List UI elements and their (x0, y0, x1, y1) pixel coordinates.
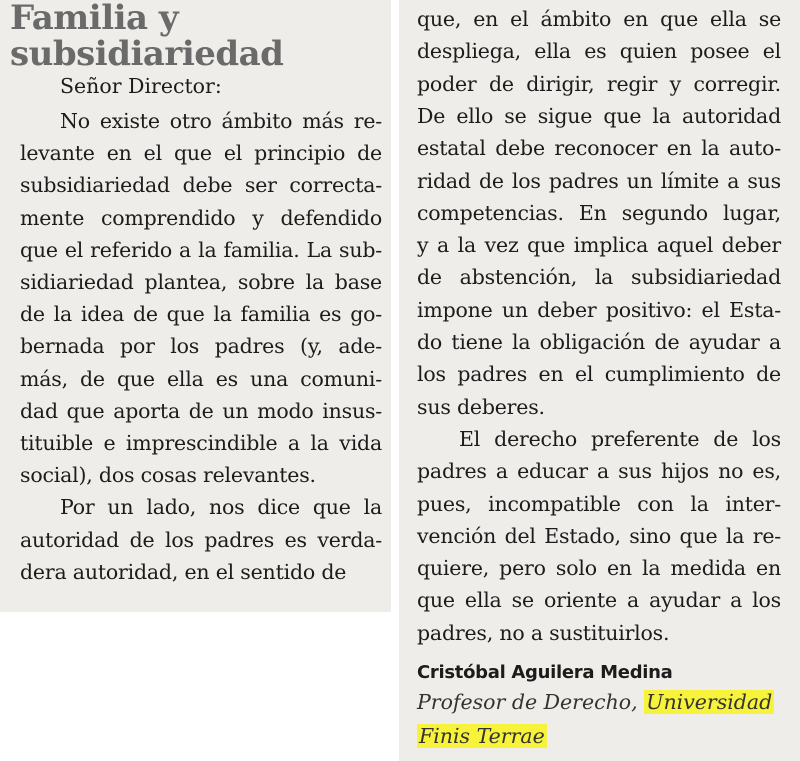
body-line: de abstención, la subsidiariedad (417, 265, 781, 290)
body-line: padres, no a sustituirlos. (417, 620, 670, 645)
body-line: poder de dirigir, regir y corregir. (417, 71, 781, 96)
body-line: competencias. En segundo lugar, (417, 200, 781, 225)
body-line: dad que aporta de un modo insus- (20, 398, 382, 423)
body-line: que el referido a la familia. La sub- (20, 237, 382, 262)
headline (10, 0, 283, 72)
body-line: bernada por los padres (y, ade- (20, 334, 382, 359)
author-affiliation-line-2 (417, 724, 547, 748)
body-line: No existe otro ámbito más re- (60, 109, 382, 133)
body-line: ridad de los padres un límite a sus (417, 168, 781, 193)
body-line: social), dos cosas relevantes. (20, 463, 316, 488)
body-line: Por un lado, nos dice que la (60, 495, 382, 520)
body-line: de la idea de que la familia es go- (20, 302, 382, 327)
body-line: y a la vez que implica aquel deber (417, 233, 781, 258)
body-line: estatal debe reconocer en la auto- (417, 136, 781, 161)
affiliation-highlight-2: Finis Terrae (419, 724, 545, 748)
affiliation-prefix: Profesor de Derecho, (417, 690, 645, 714)
body-line: levante en el que el principio de (20, 141, 382, 166)
body-line: El derecho preferente de los (459, 426, 781, 451)
body-line: que ella se oriente a ayudar a los (417, 588, 781, 613)
body-line: subsidiariedad debe ser correcta- (20, 173, 382, 198)
letter-column-right (399, 0, 800, 761)
body-line: do tiene la obligación de ayudar a (417, 330, 781, 354)
body-line: pues, incompatible con la inter- (417, 491, 781, 516)
author-name: Cristóbal Aguilera Medina (417, 662, 673, 683)
body-line: que, en el ámbito en que ella se (417, 7, 781, 31)
body-line: sidiariedad plantea, sobre la base (20, 270, 382, 294)
body-line: padres a educar a sus hijos no es, (417, 459, 781, 484)
letter-column-left (0, 0, 391, 612)
headline-line-2: subsidiariedad (10, 34, 284, 74)
body-line: quiere, pero solo en la medida en (417, 556, 781, 581)
body-line: De ello se sigue que la autoridad (417, 103, 781, 128)
body-line: autoridad de los padres es verda- (20, 527, 382, 552)
body-line: sus deberes. (417, 394, 545, 419)
body-line: dera autoridad, en el sentido de (20, 559, 347, 584)
body-line: más, de que ella es una comuni- (20, 366, 382, 391)
author-affiliation-line-1 (417, 690, 774, 714)
body-line: mente comprendido y defendido (20, 205, 382, 230)
body-line: tituible e imprescindible a la vida (20, 431, 382, 455)
salutation: Señor Director: (60, 74, 222, 98)
body-line: despliega, ella es quien posee el (417, 39, 781, 64)
headline-line-1: Familia y (10, 0, 179, 38)
body-line: impone un deber positivo: el Esta- (417, 297, 781, 322)
body-line: los padres en el cumplimiento de (417, 362, 781, 387)
affiliation-highlight-1: Universidad (646, 690, 773, 714)
body-line: vención del Estado, sino que la re- (417, 523, 781, 548)
